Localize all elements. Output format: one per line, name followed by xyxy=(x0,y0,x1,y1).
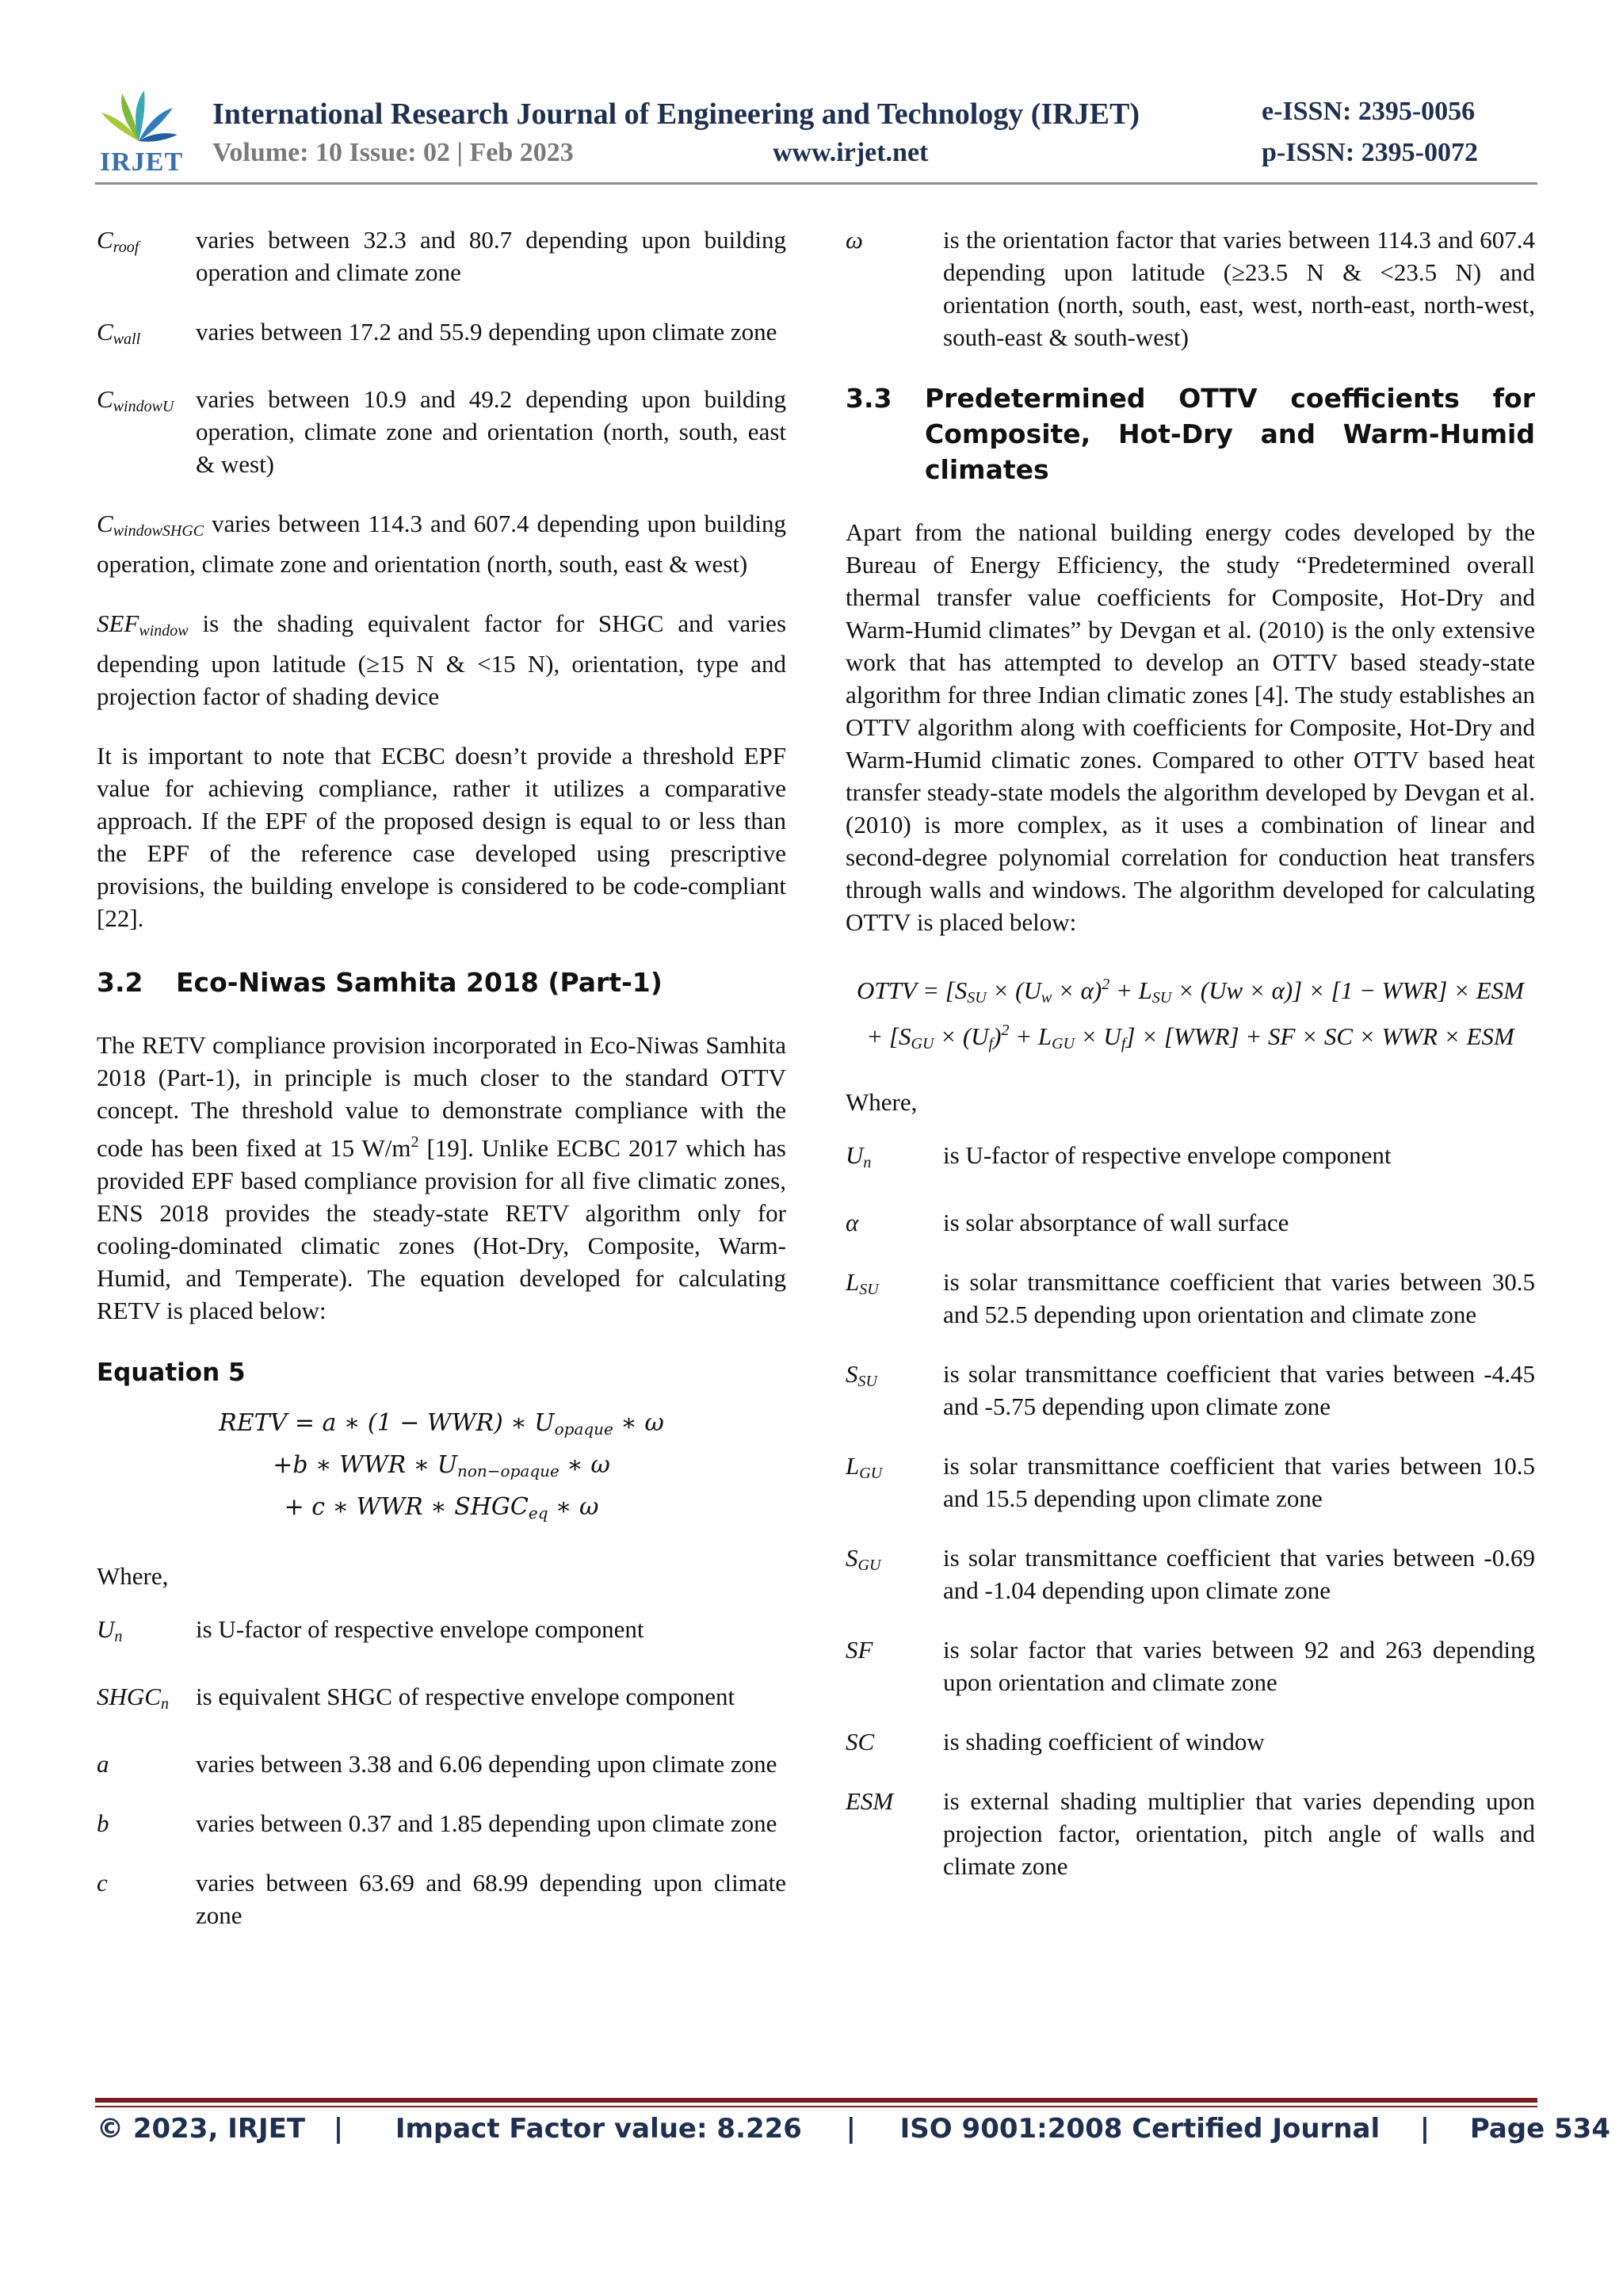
e-issn: e-ISSN: 2395-0056 xyxy=(1262,97,1476,126)
footer-copyright: © 2023, IRJET xyxy=(97,2113,306,2145)
footer-separator-3: | xyxy=(1419,2113,1430,2145)
footer-page-number: Page 534 xyxy=(1469,2113,1610,2145)
paragraph-devgan: Apart from the national building energy codes developed by the Bureau of Energy Efficiency, the study “Predetermined overall thermal transfer value coefficients for Composite, Hot-Dry and Warm-Humid climates” by Devgan et al. (2010) is the only extensive work that has attempted to develop an OTTV based steady-state algorithm for three Indian climatic zones [4]. The study establishes an OTTV algorithm along with coefficients for Composite, Hot-Dry and Warm-Humid climatic zones. Compared to other OTTV based heat transfer steady-state models the algorithm developed by Devgan et al. (2010) is more complex, as it uses a combination of linear and second-degree polynomial correlation for conduction heat transfers through walls and windows. The algorithm developed for calculating OTTV is placed below: xyxy=(846,518,1535,936)
definition-c-window-u: $C_{windowU}$ varies between 10.9 and 49.2 depending upon building operation, climate zone and orientation (north, south, east & west) xyxy=(97,385,786,478)
journal-title: International Research Journal of Engineering and Technology (IRJET) xyxy=(212,97,1140,131)
volume-issue: Volume: 10 Issue: 02 | Feb 2023 xyxy=(212,138,574,167)
section-heading-3-3: 3.3 Predetermined OTTV coefficients for Composite, Hot-Dry and Warm-Humid climates xyxy=(846,383,1535,485)
footer-divider-thick xyxy=(95,2098,1537,2103)
definition-b: b varies between 0.37 and 1.85 depending upon climate zone xyxy=(97,1809,777,1837)
paragraph-ecbc-epf: It is important to note that ECBC doesn’t provide a threshold EPF value for achieving compliance, rather it utilizes a comparative approach. If the EPF of the proposed design is equal to or less than the EPF of the reference case developed using prescriptive provisions, the building envelope is considered to be code-compliant [22]. xyxy=(97,742,786,932)
footer-impact-factor: Impact Factor value: 8.226 xyxy=(395,2113,802,2145)
where-label: Where, xyxy=(97,1562,169,1590)
left-column xyxy=(97,223,786,1958)
definition-sgu: $S_{GU}$ is solar transmittance coefficient that varies between -0.69 and -1.04 depending upon climate zone xyxy=(846,1544,1535,1604)
definition-un: $U_n$ is U-factor of respective envelope component xyxy=(97,1615,644,1645)
right-column xyxy=(846,223,1535,1909)
page-header xyxy=(95,86,1537,189)
definition-esm: ESM is external shading multiplier that varies depending upon projection factor, orientation, pitch angle of walls and climate zone xyxy=(846,1787,1535,1880)
definition-a: a varies between 3.38 and 6.06 depending upon climate zone xyxy=(97,1750,777,1778)
logo-text: IRJET xyxy=(100,147,184,177)
ottv-formula-line-2: + $[S_{GU} \times (U_f)^2 + L_{GU} \times U_f] \times [WWR]$ + SF × SC × WWR × ESM xyxy=(866,1022,1514,1052)
equation-label: Equation 5 xyxy=(97,1358,246,1387)
equation-5 xyxy=(97,1405,786,1531)
footer-separator-1: | xyxy=(333,2113,344,2145)
definition-lsu: $L_{SU}$ is solar transmittance coefficient that varies between 30.5 and 52.5 depending upon orientation and climate zone xyxy=(846,1268,1535,1328)
ottv-formula-line-1: OTTV = $[S_{SU} \times (U_w \times \alpha)^2 + L_{SU} \times (Uw \times \alpha)] \times [1 - WWR]$ × ESM xyxy=(857,976,1524,1007)
definition-c-wall: $C_{wall}$ varies between 17.2 and 55.9 depending upon climate zone xyxy=(97,318,777,348)
page-footer xyxy=(97,2113,1610,2145)
definition-c: c varies between 63.69 and 68.99 depending upon climate zone xyxy=(97,1869,786,1929)
definition-c-roof: $C_{roof}$ varies between 32.3 and 80.7 depending upon building operation and climate zone xyxy=(97,226,786,286)
definition-sf: SF is solar factor that varies between 92 and 263 depending upon orientation and climate zone xyxy=(846,1636,1535,1696)
definition-shgcn: $SHGC_n$ is equivalent SHGC of respective envelope component xyxy=(97,1683,735,1713)
footer-separator-2: | xyxy=(846,2113,857,2145)
definition-omega: ω is the orientation factor that varies between 114.3 and 607.4 depending upon latitude (≥23.5 N & <23.5 N) and orientation (north, south, east, west, north-east, north-west, south-east & south-west) xyxy=(846,226,1535,351)
definition-lgu: $L_{GU}$ is solar transmittance coefficient that varies between 10.5 and 15.5 depending upon climate zone xyxy=(846,1452,1535,1512)
definition-ssu: $S_{SU}$ is solar transmittance coefficient that varies between -4.45 and -5.75 depending upon climate zone xyxy=(846,1360,1535,1420)
journal-website[interactable]: www.irjet.net xyxy=(773,138,929,167)
definition-sef-window: $SEF_{window}$ is the shading equivalent factor for SHGC and varies depending upon latitude (≥15 N & <15 N), orientation, type and projection factor of shading device xyxy=(97,609,787,710)
paragraph-retv: The RETV compliance provision incorporated in Eco-Niwas Samhita 2018 (Part-1), in principle is much closer to the standard OTTV concept. The threshold value to demonstrate compliance with the code has been fixed at 15 $W/m^2$ [19]. Unlike ECBC 2017 which has provided EPF based compliance provision for all five climatic zones, ENS 2018 provides the steady-state RETV algorithm only for cooling-dominated climatic zones (Hot-Dry, Composite, Warm-Humid, and Temperate). The equation developed for calculating RETV is placed below: xyxy=(97,1031,786,1324)
section-heading-3-2: 3.2 Eco-Niwas Samhita 2018 (Part-1) xyxy=(97,967,663,998)
c-window-shgc-desc: varies between 114.3 and 607.4 depending upon building operation, climate zone and orientation (north, south, east & west) xyxy=(97,510,787,578)
p-issn: p-ISSN: 2395-0072 xyxy=(1262,138,1478,167)
footer-iso: ISO 9001:2008 Certified Journal xyxy=(899,2113,1381,2145)
definition-c-window-shgc: $C_{windowSHGC}$ varies between 114.3 and 607.4 depending upon building operation, climate zone and orientation (north, south, east & west) xyxy=(97,510,787,578)
footer-divider-thin xyxy=(95,2106,1537,2107)
equation-line-2: +b ∗ WWR ∗ $U_{non-opaque}$ ∗ ω xyxy=(273,1451,610,1480)
ottv-formula xyxy=(846,968,1535,1060)
equation-line-1: RETV = a ∗ (1 − WWR) ∗ $U_{opaque}$ ∗ ω xyxy=(219,1409,664,1438)
definition-un-right: $U_n$ is U-factor of respective envelope component xyxy=(846,1141,1392,1171)
header-divider xyxy=(95,182,1537,185)
where-label-right: Where, xyxy=(846,1088,918,1116)
definition-alpha: α is solar absorptance of wall surface xyxy=(846,1209,1289,1236)
definition-sc: SC is shading coefficient of window xyxy=(846,1728,1265,1755)
sef-window-desc: is the shading equivalent factor for SHGC and varies depending upon latitude (≥15 N & <15 N), orientation, type and projection factor of shading device xyxy=(97,609,787,710)
equation-line-3: + c ∗ WWR ∗ $SHGC_{eq}$ ∗ ω xyxy=(284,1493,599,1522)
